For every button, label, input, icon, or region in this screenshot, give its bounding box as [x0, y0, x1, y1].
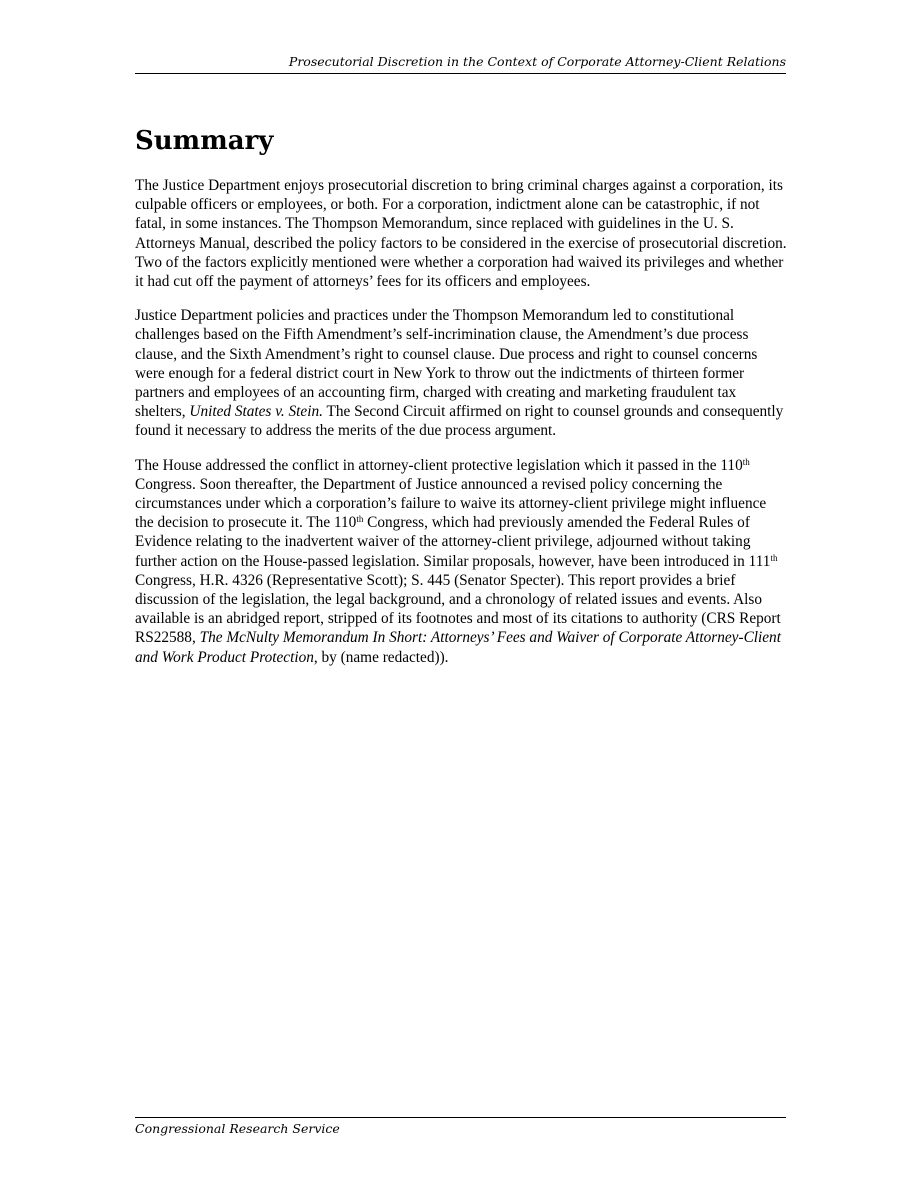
paragraph-2-text-a: Justice Department policies and practices under the Thompson Memorandum led to constitutional challenges based on the Fifth Amendment’s self-incrimination clause, the Amendment’s due process clause, and the Sixth Amendment’s right to counsel clause. Due process and right to counsel concerns were enough for a federal district court in New York to throw out the indictments of thirteen former partners and employees of an accounting firm, charged with creating and marketing fraudulent tax shelters, — [135, 307, 758, 421]
paragraph-3-text-e: , by (name redacted)). — [313, 648, 449, 666]
ordinal-suffix: th — [356, 514, 364, 525]
ordinal-suffix: th — [742, 456, 750, 467]
paragraph-3 — [135, 456, 787, 667]
report-title: The McNulty Memorandum In Short: Attorneys’ Fees and Waiver of Corporate Attorney-Client and Work Product Protection — [135, 629, 781, 666]
ordinal-suffix: th — [770, 552, 778, 563]
header-rule — [135, 73, 786, 74]
case-name: United States v. Stein. — [189, 403, 323, 421]
paragraph-1: The Justice Department enjoys prosecutorial discretion to bring criminal charges against a corporation, its culpable officers or employees, or both. For a corporation, indictment alone can be catastrophic, if not fatal, in some instances. The Thompson Memorandum, since replaced with guidelines in the U. S. Attorneys Manual, described the policy factors to be considered in the exercise of prosecutorial discretion. Two of the factors explicitly mentioned were whether a corporation had waived its privileges and whether it had cut off the payment of attorneys’ fees for its officers and employees. — [135, 177, 787, 291]
section-title: Summary — [135, 126, 274, 156]
paragraph-3-text-a: The House addressed the conflict in attorney-client protective legislation which it passed in the 110 — [135, 456, 743, 474]
paragraph-3-text-c: Congress, which had previously amended the Federal Rules of Evidence relating to the inadvertent waiver of the attorney-client privilege, adjourned without taking further action on the House-passed legislation. Similar proposals, however, have been introduced in 111 — [135, 514, 771, 570]
paragraph-2 — [135, 306, 787, 440]
footer-rule — [135, 1117, 786, 1118]
paragraph-2-text-b: The Second Circuit affirmed on right to counsel grounds and consequently found it necessary to address the merits of the due process argument. — [135, 403, 784, 440]
paragraph-3-text-d: Congress, H.R. 4326 (Representative Scott); S. 445 (Senator Specter). This report provides a brief discussion of the legislation, the legal background, and a chronology of related issues and events. Also available is an abridged report, stripped of its footnotes and most of its citations to authority (CRS Report RS22588, — [135, 571, 781, 647]
footer-publisher: Congressional Research Service — [135, 1121, 340, 1136]
running-header: Prosecutorial Discretion in the Context of Corporate Attorney-Client Relations — [288, 54, 786, 69]
paragraph-3-text-b: Congress. Soon thereafter, the Department of Justice announced a revised policy concerning the circumstances under which a corporation’s failure to waive its attorney-client privilege might influence the decision to prosecute it. The 110 — [135, 475, 767, 532]
summary-body — [135, 176, 787, 682]
